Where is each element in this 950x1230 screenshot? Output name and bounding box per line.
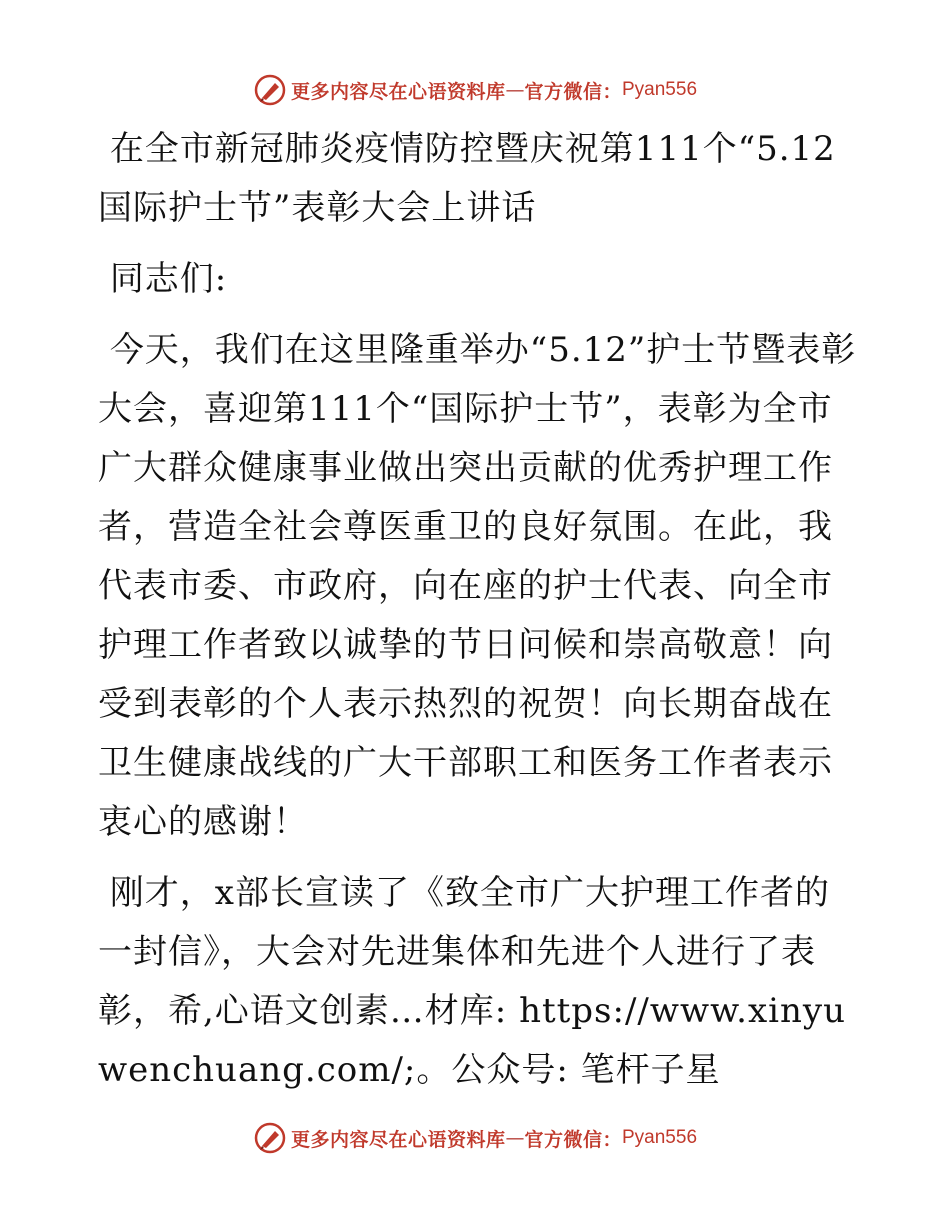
header-banner — [0, 70, 950, 110]
footer-banner — [0, 1118, 950, 1158]
banner-wechat-id: Pyan556 — [622, 79, 698, 100]
banner-slogan: 更多内容尽在心语资料库 — [290, 80, 506, 103]
banner-separator: — — [505, 1127, 525, 1149]
pen-logo-icon — [253, 73, 287, 107]
banner-wechat-id: Pyan556 — [622, 1127, 698, 1148]
banner-slogan: 更多内容尽在心语资料库 — [290, 1128, 506, 1151]
banner-label: 官方微信： — [524, 1128, 622, 1151]
greeting: 同志们: — [98, 259, 228, 299]
document-title: 在全市新冠肺炎疫情防控暨庆祝第111个“5.12国际护士节”表彰大会上讲话 — [98, 129, 836, 228]
document-body — [98, 120, 858, 1112]
banner-label: 官方微信： — [524, 80, 622, 103]
banner-separator: — — [505, 79, 525, 101]
paragraph: 刚才，x部长宣读了《致全市广大护理工作者的一封信》，大会对先进集体和先进个人进行了表彰，希,心语文创素…材库: https://www.xinyuwenchuang.com/;。公众号: 笔杆子星 — [98, 873, 847, 1090]
pen-logo-icon — [253, 1121, 287, 1155]
paragraph: 今天，我们在这里隆重举办“5.12”护士节暨表彰大会，喜迎第111个“国际护士节”，表彰为全市广大群众健康事业做出突出贡献的优秀护理工作者，营造全社会尊医重卫的良好氛围。在此，我代表市委、市政府，向在座的护士代表、向全市护理工作者致以诚挚的节日问候和崇高敬意！向受到表彰的个人表示热烈的祝贺！向长期奋战在卫生健康战线的广大干部职工和医务工作者表示衷心的感谢！ — [98, 330, 857, 842]
